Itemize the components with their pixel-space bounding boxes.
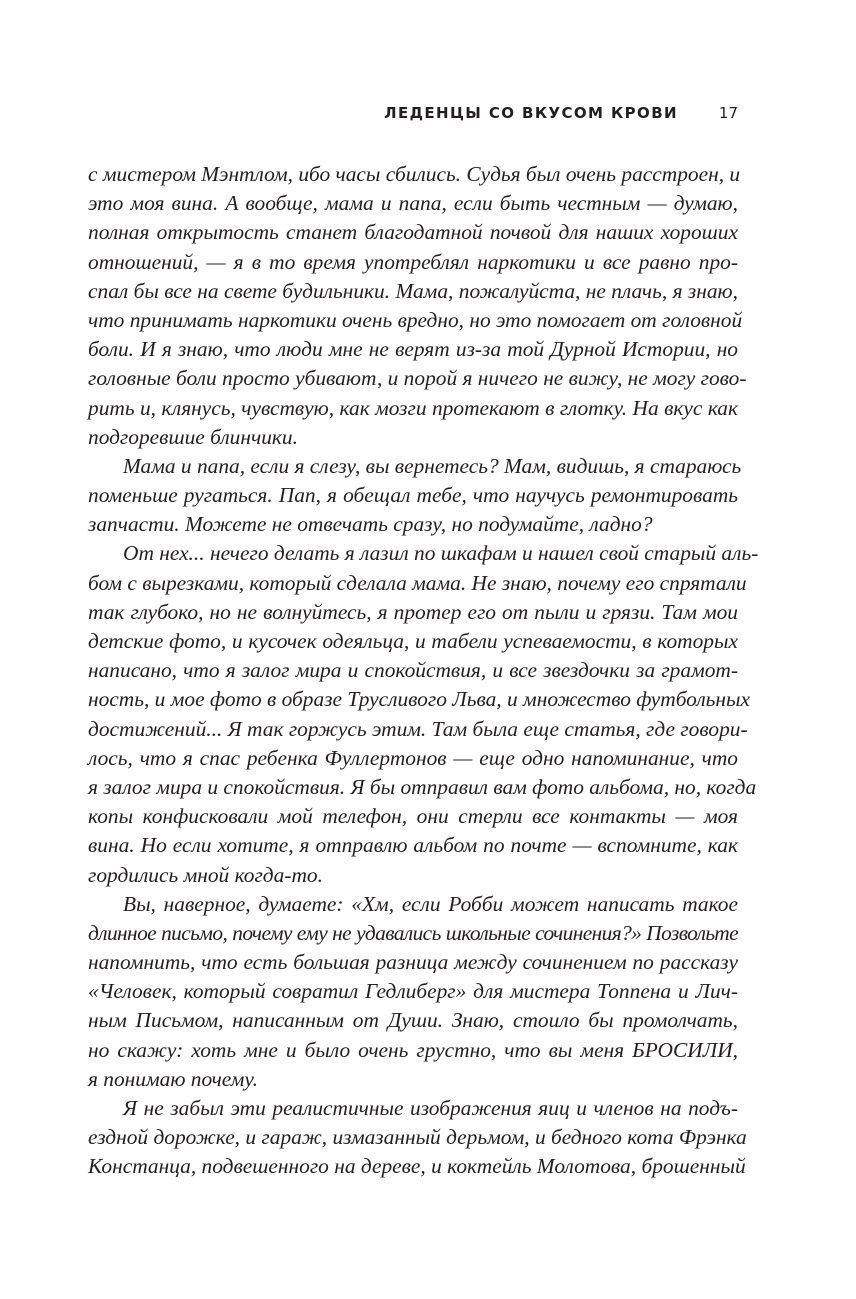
text-line: детские фото, и кусочек одеяльца, и табели успеваемости, в которых [88,629,738,653]
text-line: я залог мира и спокойствия. Я бы отправил вам фото альбома, но, когда [88,774,757,799]
text-line: рить и, клянусь, чувствую, как мозги протекают в глотку. На вкус как [88,395,738,420]
running-title: ЛЕДЕНЦЫ СО ВКУСОМ КРОВИ [384,104,678,122]
text-line: «Человек, который совратил Гедлиберг» для мистера Топпена и Лич- [88,979,738,1004]
text-line: это моя вина. А вообще, мама и папа, если быть честным — думаю, [88,191,738,216]
text-line: гордились мной когда-то. [88,862,323,887]
text-line: боли. И я знаю, что люди мне не верят из-за той Дурной Истории, но [88,337,738,362]
paragraph [88,160,747,452]
text-line: с мистером Мэнтлом, ибо часы сбились. Судья был очень расстроен, и [88,162,741,186]
text-line: ность, и мое фото в образе Трусливого Льва, и множество футбольных [88,687,751,712]
text-line: Констанца, подвешенного на дереве, и коктейль Молотова, брошенный [88,1154,746,1179]
text-line: Я не забыл эти реалистичные изображения яиц и членов на подъ- [123,1096,738,1120]
paragraph [88,539,759,889]
text-line: так глубоко, но не волнуйтесь, я протер его от пыли и грязи. Там мои [88,599,738,624]
text-line: подгоревшие блинчики. [88,424,298,449]
text-line: запчасти. Можете не отвечать сразу, но подумайте, ладно? [88,512,653,537]
text-line: что принимать наркотики очень вредно, но это помогает от головной [88,307,743,332]
text-line: Вы, наверное, думаете: «Хм, если Робби может написать такое [123,891,738,916]
text-line: ным Письмом, написанным от Души. Знаю, стоило бы промолчать, [88,1008,738,1033]
page-header [88,104,738,130]
text-line: написано, что я залог мира и спокойствия, и все звездочки за грамот- [88,658,738,683]
text-line: отношений, — я в то время употреблял наркотики и все равно про- [88,249,738,274]
text-line: бом с вырезками, который сделала мама. Не знаю, почему его спрятали [88,570,747,595]
paragraph [88,1094,747,1182]
text-line: От нех... нечего делать я лазил по шкафам и нашел свой старый аль- [123,541,759,566]
text-line: копы конфисковали мой телефон, они стерли все контакты — моя [88,804,738,829]
paragraph [88,890,738,1094]
text-line: я понимаю почему. [88,1066,258,1091]
text-line: спал бы все на свете будильники. Мама, пожалуйста, не плачь, я знаю, [88,278,738,303]
paragraph [88,452,742,540]
text-line: длинное письмо, почему ему не удавались школьные сочинения?» Позвольте [88,920,738,945]
text-line: лось, что я спас ребенка Фуллертонов — еще одно напоминание, что [88,745,738,770]
text-line: полная открытость станет благодатной почвой для наших хороших [88,220,738,245]
page-number: 17 [718,104,738,122]
text-line: достижений... Я так горжусь этим. Там была еще статья, где говори- [88,716,748,741]
text-line: вина. Но если хотите, я отправлю альбом по почте — вспомните, как [88,833,738,858]
text-line: Мама и папа, если я слезу, вы вернетесь? Мам, видишь, я стараюсь [123,453,742,478]
body-text [88,160,759,1182]
text-line: но скажу: хоть мне и было очень грустно, что вы меня БРОСИЛИ, [88,1037,738,1062]
text-line: поменьше ругаться. Пап, я обещал тебе, что научусь ремонтировать [88,483,738,508]
text-line: ездной дорожке, и гараж, измазанный дерьмом, и бедного кота Фрэнка [88,1125,747,1150]
text-line: головные боли просто убивают, и порой я ничего не вижу, не могу гово- [88,366,747,391]
text-line: напомнить, что есть большая разница между сочинением по рассказу [88,950,738,975]
